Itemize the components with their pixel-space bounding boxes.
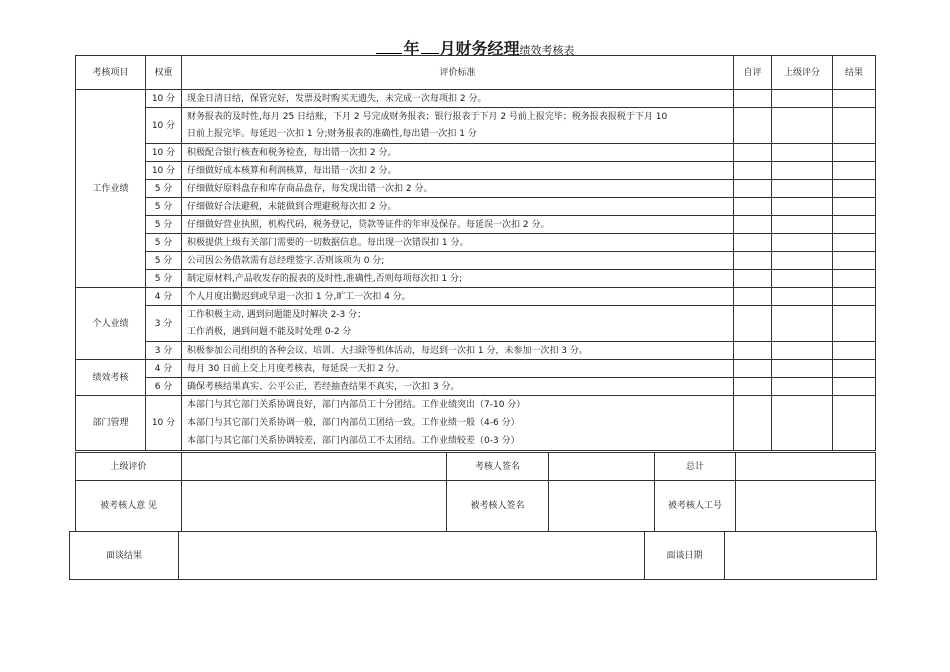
table-row [76,90,876,108]
row-criteria: 仔细做好合法避税，未能做到合理避税每次扣 2 分。 [182,198,734,216]
superior-score-cell[interactable] [772,360,833,378]
superior-score-cell[interactable] [772,180,833,198]
header-item: 考核项目 [76,56,146,90]
table-row [76,108,876,144]
row-weight: 3 分 [146,342,182,360]
result-cell[interactable] [833,306,876,342]
header-criteria: 评价标准 [182,56,734,90]
self-score-cell[interactable] [734,360,772,378]
result-cell[interactable] [833,162,876,180]
year-blank[interactable] [376,39,402,54]
table-row [76,360,876,378]
interview-row [70,532,877,580]
row-weight: 10 分 [146,90,182,108]
self-score-cell[interactable] [734,108,772,144]
header-self: 自评 [734,56,772,90]
section-dept: 部门管理 [76,396,146,451]
interview-date-label: 面谈日期 [645,532,725,580]
employee-id-label: 被考核人工号 [655,481,736,532]
table-row [76,396,876,451]
result-cell[interactable] [833,180,876,198]
table-row [76,216,876,234]
superior-eval-row [76,453,876,481]
row-criteria: 积极提供上级有关部门需要的一切数据信息。每出现一次错误扣 1 分。 [182,234,734,252]
row-weight: 5 分 [146,270,182,288]
assessment-table [75,55,876,451]
result-cell[interactable] [833,342,876,360]
result-cell[interactable] [833,198,876,216]
superior-score-cell[interactable] [772,234,833,252]
assessor-sign-field[interactable] [549,453,655,481]
superior-score-cell[interactable] [772,216,833,234]
result-cell[interactable] [833,90,876,108]
assessee-row [76,481,876,532]
self-score-cell[interactable] [734,288,772,306]
row-weight: 10 分 [146,144,182,162]
row-weight: 3 分 [146,306,182,342]
self-score-cell[interactable] [734,270,772,288]
section-work: 工作业绩 [76,90,146,288]
header-weight: 权重 [146,56,182,90]
row-criteria: 财务报表的及时性,每月 25 日结账，下月 2 号完成财务报表；银行报表于下月 2 号前上报完毕；税务报表报税于下月 10 日前上报完毕。每延迟一次扣 1 分;财务报表的准确性,每出错一次扣 1 分 [182,108,734,144]
row-criteria: 个人月度出勤迟到或早退一次扣 1 分,旷工一次扣 4 分。 [182,288,734,306]
self-score-cell[interactable] [734,234,772,252]
table-row [76,342,876,360]
superior-eval-label: 上级评价 [76,453,182,481]
row-criteria: 确保考核结果真实、公平公正，若经抽查结果不真实，一次扣 3 分。 [182,378,734,396]
result-cell[interactable] [833,108,876,144]
superior-score-cell[interactable] [772,270,833,288]
title-year-char: 年 [403,39,420,58]
signature-table [75,452,876,532]
total-field[interactable] [736,453,876,481]
self-score-cell[interactable] [734,144,772,162]
interview-result-label: 面谈结果 [70,532,179,580]
row-criteria: 现金日清日结，保管完好，发票及时购买无遗失，未完成一次每项扣 2 分。 [182,90,734,108]
table-row [76,180,876,198]
employee-id-field[interactable] [736,481,876,532]
row-criteria: 仔细做好成本核算和利润核算，每出错一次扣 2 分。 [182,162,734,180]
row-weight: 5 分 [146,252,182,270]
result-cell[interactable] [833,378,876,396]
section-perf: 绩效考核 [76,360,146,396]
row-criteria: 工作积极主动, 遇到问题能及时解决 2-3 分； 工作消极，遇到问题不能及时处理 0-2 分 [182,306,734,342]
self-score-cell[interactable] [734,396,772,451]
assessor-sign-label: 考核人签名 [447,453,549,481]
month-blank[interactable] [421,39,439,54]
self-score-cell[interactable] [734,216,772,234]
table-row [76,306,876,342]
total-label: 总计 [655,453,736,481]
row-weight: 5 分 [146,234,182,252]
superior-score-cell[interactable] [772,108,833,144]
self-score-cell[interactable] [734,378,772,396]
row-weight: 10 分 [146,162,182,180]
superior-score-cell[interactable] [772,144,833,162]
superior-eval-field[interactable] [182,453,447,481]
assessee-sign-label: 被考核人签名 [447,481,549,532]
superior-score-cell[interactable] [772,288,833,306]
table-row [76,288,876,306]
row-weight: 10 分 [146,396,182,451]
table-row [76,144,876,162]
result-cell[interactable] [833,396,876,451]
assessee-sign-field[interactable] [549,481,655,532]
row-weight: 5 分 [146,180,182,198]
self-score-cell[interactable] [734,342,772,360]
result-cell[interactable] [833,270,876,288]
assessee-opinion-label: 被考核人意 见 [76,481,182,532]
row-criteria: 公司因公务借款需有总经理签字.否则该项为 0 分; [182,252,734,270]
result-cell[interactable] [833,288,876,306]
row-criteria: 积极参加公司组织的各种会议、培训、大扫除等机体活动，每迟到一次扣 1 分，未参加一次扣 3 分。 [182,342,734,360]
row-criteria: 仔细做好营业执照，机构代码，税务登记，贷款等证件的年审及保存。每延误一次扣 2 分。 [182,216,734,234]
table-row [76,162,876,180]
result-cell[interactable] [833,144,876,162]
result-cell[interactable] [833,360,876,378]
row-weight: 5 分 [146,198,182,216]
row-weight: 10 分 [146,108,182,144]
title-main: 月财务经理 [439,39,520,58]
header-row [76,56,876,90]
table-row [76,198,876,216]
header-result: 结果 [833,56,876,90]
interview-table [69,531,877,580]
superior-score-cell[interactable] [772,198,833,216]
table-row [76,252,876,270]
result-cell[interactable] [833,216,876,234]
interview-date-field[interactable] [725,532,877,580]
row-criteria: 本部门与其它部门关系协调良好，部门内部员工十分团结。工作业绩突出（7-10 分） 本部门与其它部门关系协调一般，部门内部员工团结一致。工作业绩一般（4-6 分） 本部门与其它部门关系协调较差，部门内部员工不太团结。工作业绩较差（0-3 分） [182,396,734,451]
assessee-opinion-field[interactable] [182,481,447,532]
row-criteria: 每月 30 日前上交上月度考核表，每延误一天扣 2 分。 [182,360,734,378]
header-superior: 上级评分 [772,56,833,90]
superior-score-cell[interactable] [772,396,833,451]
table-row [76,270,876,288]
row-criteria: 仔细做好原料盘存和库存商品盘存，每发现出错一次扣 2 分。 [182,180,734,198]
table-row [76,234,876,252]
title-suffix: 绩效考核表 [519,44,575,57]
self-score-cell[interactable] [734,90,772,108]
row-weight: 4 分 [146,360,182,378]
row-weight: 6 分 [146,378,182,396]
row-criteria: 积极配合银行核查和税务检查，每出错一次扣 2 分。 [182,144,734,162]
superior-score-cell[interactable] [772,90,833,108]
row-weight: 4 分 [146,288,182,306]
interview-result-field[interactable] [179,532,645,580]
result-cell[interactable] [833,252,876,270]
superior-score-cell[interactable] [772,306,833,342]
row-weight: 5 分 [146,216,182,234]
superior-score-cell[interactable] [772,252,833,270]
superior-score-cell[interactable] [772,378,833,396]
section-personal: 个人业绩 [76,288,146,360]
row-criteria: 制定原材料,产品收发存的报表的及时性,准确性,否则每项每次扣 1 分; [182,270,734,288]
self-score-cell[interactable] [734,180,772,198]
result-cell[interactable] [833,234,876,252]
self-score-cell[interactable] [734,162,772,180]
self-score-cell[interactable] [734,252,772,270]
superior-score-cell[interactable] [772,162,833,180]
self-score-cell[interactable] [734,198,772,216]
superior-score-cell[interactable] [772,342,833,360]
self-score-cell[interactable] [734,306,772,342]
table-row [76,378,876,396]
